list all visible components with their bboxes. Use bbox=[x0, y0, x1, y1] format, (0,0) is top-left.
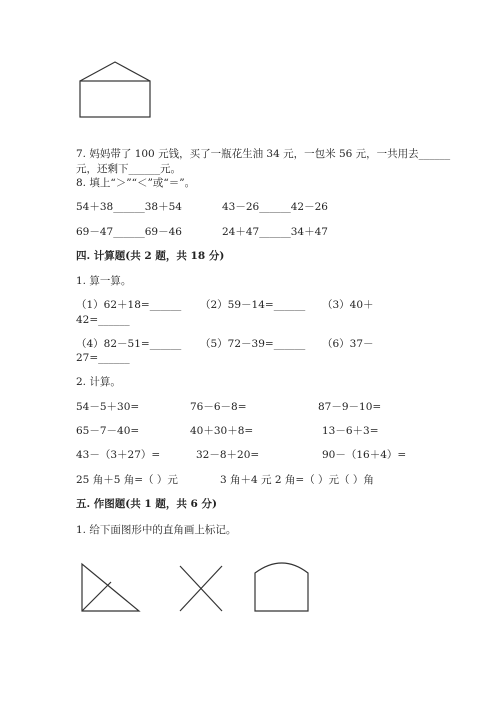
question-8-instruction: 8. 填上“＞”“＜”或“＝”。 bbox=[76, 177, 196, 189]
section-4-q2-label: 2. 计算。 bbox=[76, 376, 121, 388]
calc-item: 3 角＋4 元 2 角=（ ）元（ ）角 bbox=[220, 474, 374, 486]
section-4-q1-label: 1. 算一算。 bbox=[76, 275, 132, 287]
calc-item: 40＋30＋8= bbox=[190, 425, 254, 437]
calc-item-wrap: 27=______ bbox=[76, 352, 130, 364]
question-7-line-2: 元，还剩下______元。 bbox=[76, 163, 181, 175]
calc-item: 65－7－40= bbox=[76, 425, 140, 437]
triangle-inner-line bbox=[82, 582, 111, 611]
calc-item: （2）59－14=______ bbox=[200, 299, 306, 311]
house-roof bbox=[80, 62, 150, 81]
right-angle-figures bbox=[0, 540, 500, 630]
question-7-line-1: 7. 妈妈带了 100 元钱，买了一瓶花生油 34 元，一包米 56 元，一共用去______ bbox=[76, 148, 451, 160]
calc-item: 13－6＋3= bbox=[322, 425, 379, 437]
calc-item: （1）62＋18=______ bbox=[76, 299, 182, 311]
compare-item: 54＋38______38＋54 bbox=[76, 201, 182, 213]
calc-item: 76－6－8= bbox=[190, 401, 247, 413]
compare-item: 43－26______42－26 bbox=[222, 201, 328, 213]
section-5-title: 五. 作图题(共 1 题，共 6 分) bbox=[76, 498, 217, 510]
calc-item: 43－（3＋27）= bbox=[76, 449, 161, 461]
calc-item: 87－9－10= bbox=[318, 401, 382, 413]
calc-item: 32－8＋20= bbox=[196, 449, 260, 461]
house-shape-figure bbox=[0, 0, 500, 130]
house-body bbox=[80, 81, 150, 117]
calc-item: （5）72－39=______ bbox=[200, 338, 306, 350]
compare-item: 24＋47______34＋47 bbox=[222, 226, 328, 238]
calc-item: 54－5＋30= bbox=[76, 401, 140, 413]
arch-shape bbox=[255, 563, 308, 611]
section-5-q1-label: 1. 给下面图形中的直角画上标记。 bbox=[76, 524, 237, 536]
calc-item: （4）82－51=______ bbox=[76, 338, 182, 350]
compare-item: 69－47______69－46 bbox=[76, 226, 182, 238]
section-4-title: 四. 计算题(共 2 题，共 18 分) bbox=[76, 250, 225, 262]
calc-item: （3）40＋ bbox=[322, 299, 374, 311]
calc-item: 90－（16＋4）= bbox=[322, 449, 407, 461]
calc-item: 25 角＋5 角=（ ）元 bbox=[76, 474, 178, 486]
calc-item: （6）37－ bbox=[322, 338, 374, 350]
triangle-shape bbox=[82, 564, 139, 611]
calc-item-wrap: 42=______ bbox=[76, 314, 130, 326]
